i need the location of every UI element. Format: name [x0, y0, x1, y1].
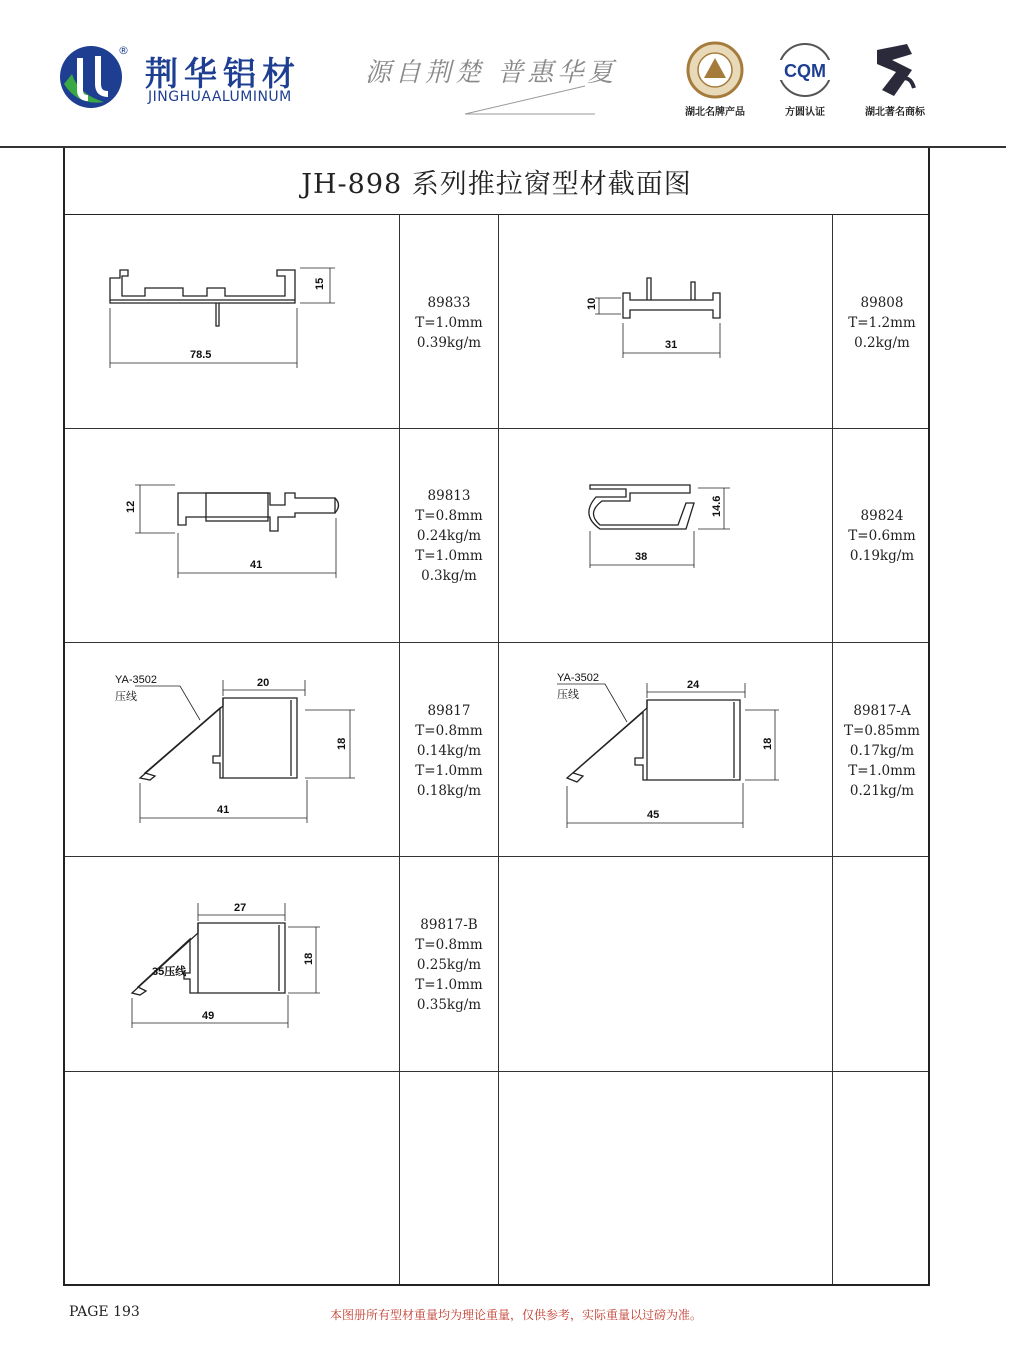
dim-width: 78.5	[190, 349, 212, 361]
dim-top: 24	[687, 679, 700, 691]
part-code: YA-3502	[115, 674, 157, 686]
thickness: T=1.0mm	[415, 548, 483, 564]
brand-name-en: JINGHUAALUMINUM	[148, 89, 292, 105]
weight: 0.3kg/m	[421, 568, 477, 584]
cert-famous-trademark	[852, 40, 938, 118]
dim-height: 18	[762, 737, 774, 750]
weight: 0.19kg/m	[849, 548, 915, 564]
hubei-brand-seal-icon	[672, 40, 758, 100]
weight: 0.21kg/m	[849, 783, 915, 799]
dim-height: 12	[125, 500, 137, 513]
part-code: YA-3502	[557, 672, 599, 684]
cert-label: 方圆认证	[785, 107, 825, 118]
page-header	[0, 0, 1018, 148]
row-divider	[65, 1071, 928, 1072]
dim-width: 41	[250, 559, 263, 571]
slogan-decoration	[465, 84, 595, 120]
profile-drawing-89813	[120, 463, 360, 593]
part-label: 压线	[115, 691, 137, 703]
thickness: T=0.85mm	[844, 723, 920, 739]
svg-text:CQM: CQM	[784, 61, 826, 81]
dim-top: 27	[234, 902, 247, 914]
spec-89813	[400, 486, 498, 586]
profile-drawing-89808	[585, 268, 765, 368]
profile-code: 89824	[860, 508, 904, 524]
profile-code: 89817	[427, 703, 471, 719]
page-number: PAGE 193	[69, 1304, 140, 1320]
weight: 0.2kg/m	[854, 335, 910, 351]
dim-height: 15	[314, 277, 326, 290]
spec-89817-b	[400, 915, 498, 1015]
weight-disclaimer: 本图册所有型材重量均为理论重量，仅供参考，实际重量以过磅为准。	[330, 1308, 703, 1322]
profile-table	[63, 148, 930, 1286]
cert-label: 湖北名牌产品	[685, 107, 745, 118]
dim-height: 18	[336, 737, 348, 750]
dim-height: 14.6	[711, 495, 723, 517]
profile-drawing-89817-a	[535, 668, 825, 833]
profile-code: 89813	[427, 488, 471, 504]
profile-drawing-89817	[105, 668, 385, 828]
row-divider	[65, 428, 928, 429]
registered-mark: ®	[118, 44, 129, 57]
profile-code: 89833	[427, 295, 471, 311]
weight: 0.18kg/m	[416, 783, 482, 799]
weight: 0.17kg/m	[849, 743, 915, 759]
cert-label: 湖北著名商标	[865, 107, 925, 118]
cert-cqm	[762, 40, 848, 118]
part-label: 35压线	[152, 966, 187, 978]
dim-top: 20	[257, 677, 270, 689]
thickness: T=0.8mm	[415, 723, 483, 739]
cert-hubei-brand	[672, 40, 758, 118]
profile-code: 89808	[860, 295, 904, 311]
dim-width: 49	[202, 1010, 215, 1022]
slogan: 源自荆楚 普惠华夏	[365, 58, 618, 88]
famous-trademark-icon	[852, 40, 938, 100]
profile-drawing-89817-b	[120, 893, 380, 1053]
spec-89817-a	[833, 701, 931, 801]
weight: 0.35kg/m	[416, 997, 482, 1013]
profile-code: 89817-A	[853, 703, 911, 719]
weight: 0.24kg/m	[416, 528, 482, 544]
profile-drawing-89824	[570, 473, 780, 583]
col-divider	[498, 214, 499, 1284]
spec-89824	[833, 506, 931, 566]
cqm-certification-icon	[762, 40, 848, 100]
thickness: T=1.0mm	[848, 763, 916, 779]
part-label: 压线	[557, 689, 579, 701]
dim-height: 10	[586, 297, 598, 310]
thickness: T=0.6mm	[848, 528, 916, 544]
row-divider	[65, 856, 928, 857]
dim-width: 31	[665, 339, 678, 351]
weight: 0.25kg/m	[416, 957, 482, 973]
dim-width: 41	[217, 804, 230, 816]
dim-height: 18	[303, 952, 315, 965]
profile-code: 89817-B	[420, 917, 478, 933]
spec-89833	[400, 293, 498, 353]
thickness: T=1.0mm	[415, 763, 483, 779]
row-divider	[65, 642, 928, 643]
thickness: T=1.0mm	[415, 977, 483, 993]
weight: 0.14kg/m	[416, 743, 482, 759]
dim-width: 45	[647, 809, 660, 821]
thickness: T=1.0mm	[415, 315, 483, 331]
thickness: T=1.2mm	[848, 315, 916, 331]
dim-width: 38	[635, 551, 648, 563]
spec-89817	[400, 701, 498, 801]
thickness: T=0.8mm	[415, 508, 483, 524]
thickness: T=0.8mm	[415, 937, 483, 953]
profile-drawing-89833	[95, 248, 355, 378]
weight: 0.39kg/m	[416, 335, 482, 351]
table-title: JH-898 系列推拉窗型材截面图	[65, 148, 928, 215]
jinghua-logo-icon	[58, 44, 124, 110]
spec-89808	[833, 293, 931, 353]
brand-name-cn: 荆华铝材	[145, 54, 301, 93]
